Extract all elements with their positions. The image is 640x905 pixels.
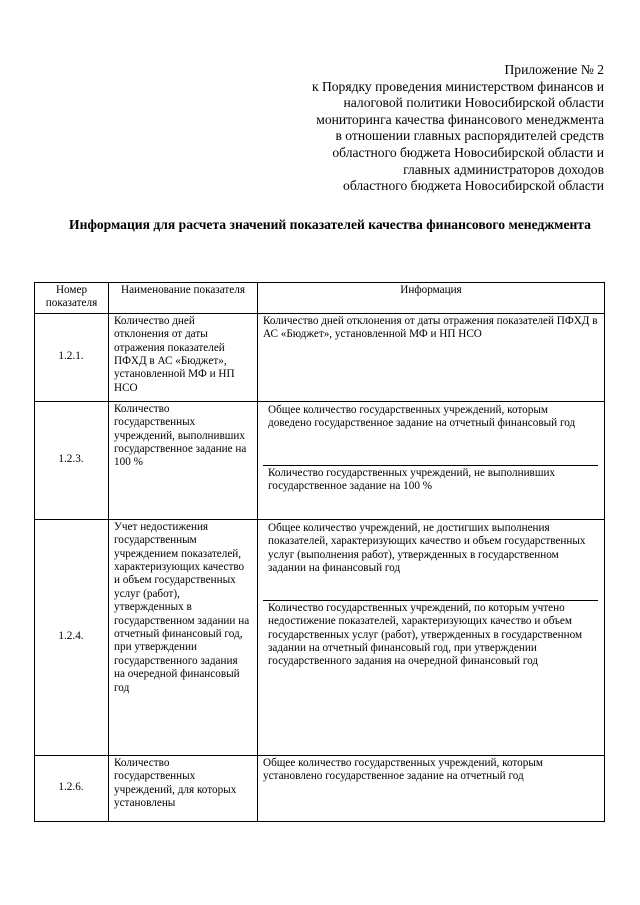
table-row xyxy=(35,313,605,401)
indicator-name: Количество государственных учреждений, для которых установлены xyxy=(109,755,258,821)
appendix-line: областного бюджета Новосибирской области xyxy=(343,178,604,194)
appendix-line: налоговой политики Новосибирской области xyxy=(343,95,604,111)
indicator-info-cell xyxy=(258,401,605,519)
indicator-number: 1.2.4. xyxy=(35,519,109,755)
indicator-info: Количество государственных учреждений, по которым учтено недостижение показателей, характеризующих качество и объем государственных услуг (работ), утвержденных в государственном задании на отчетный финансовый год, при утверждении государственного задания на очередной финансовый год xyxy=(263,600,598,671)
table-row xyxy=(35,401,605,519)
indicator-info: Общее количество учреждений, не достигших выполнения показателей, характеризующих качество и объем государственных услуг (выполнения работ), утвержденных в государственном задании на финансовый год xyxy=(268,521,586,575)
appendix-line: Приложение № 2 xyxy=(504,62,604,77)
header-name: Наименование показателя xyxy=(109,283,258,314)
header-number: Номер показателя xyxy=(35,283,109,314)
table-header-row xyxy=(35,283,605,314)
indicator-name: Количество государственных учреждений, выполнивших государственное задание на 100 % xyxy=(109,401,258,519)
appendix-line: к Порядку проведения министерством финансов и xyxy=(311,78,604,94)
indicator-number: 1.2.3. xyxy=(35,401,109,519)
indicator-info: Количество дней отклонения от даты отражения показателей ПФХД в АС «Бюджет», установленной МФ и НП НСО xyxy=(258,313,605,401)
appendix-line: главных администраторов доходов xyxy=(403,161,604,177)
indicator-info: Общее количество государственных учреждений, которым доведено государственное задание на отчетный финансовый год xyxy=(268,403,576,430)
appendix-line: мониторинга качества финансового менеджмента xyxy=(316,111,604,127)
indicator-name: Учет недостижения государственным учреждением показателей, характеризующих качество и объем государственных услуг (работ), утвержденных в государственном задании на отчетный финансовый год, при утверждении государственного задания на очередной финансовый год xyxy=(109,519,258,755)
indicator-info: Количество государственных учреждений, не выполнивших государственное задание на 100 % xyxy=(263,465,598,496)
indicator-info: Общее количество государственных учреждений, которым установлено государственное задание на отчетный год xyxy=(258,755,605,821)
indicator-info-cell xyxy=(258,519,605,755)
indicator-number: 1.2.1. xyxy=(35,313,109,401)
document-title: Информация для расчета значений показателей качества финансового менеджмента xyxy=(69,217,591,232)
appendix-line: в отношении главных распорядителей средств xyxy=(335,128,604,144)
appendix-header xyxy=(264,62,604,195)
header-info: Информация xyxy=(258,283,605,314)
indicators-table xyxy=(34,282,605,822)
indicator-name: Количество дней отклонения от даты отражения показателей ПФХД в АС «Бюджет», установленной МФ и НП НСО xyxy=(109,313,258,401)
indicator-number: 1.2.6. xyxy=(35,755,109,821)
table-row xyxy=(35,519,605,755)
table-row xyxy=(35,755,605,821)
appendix-line: областного бюджета Новосибирской области и xyxy=(332,144,604,160)
